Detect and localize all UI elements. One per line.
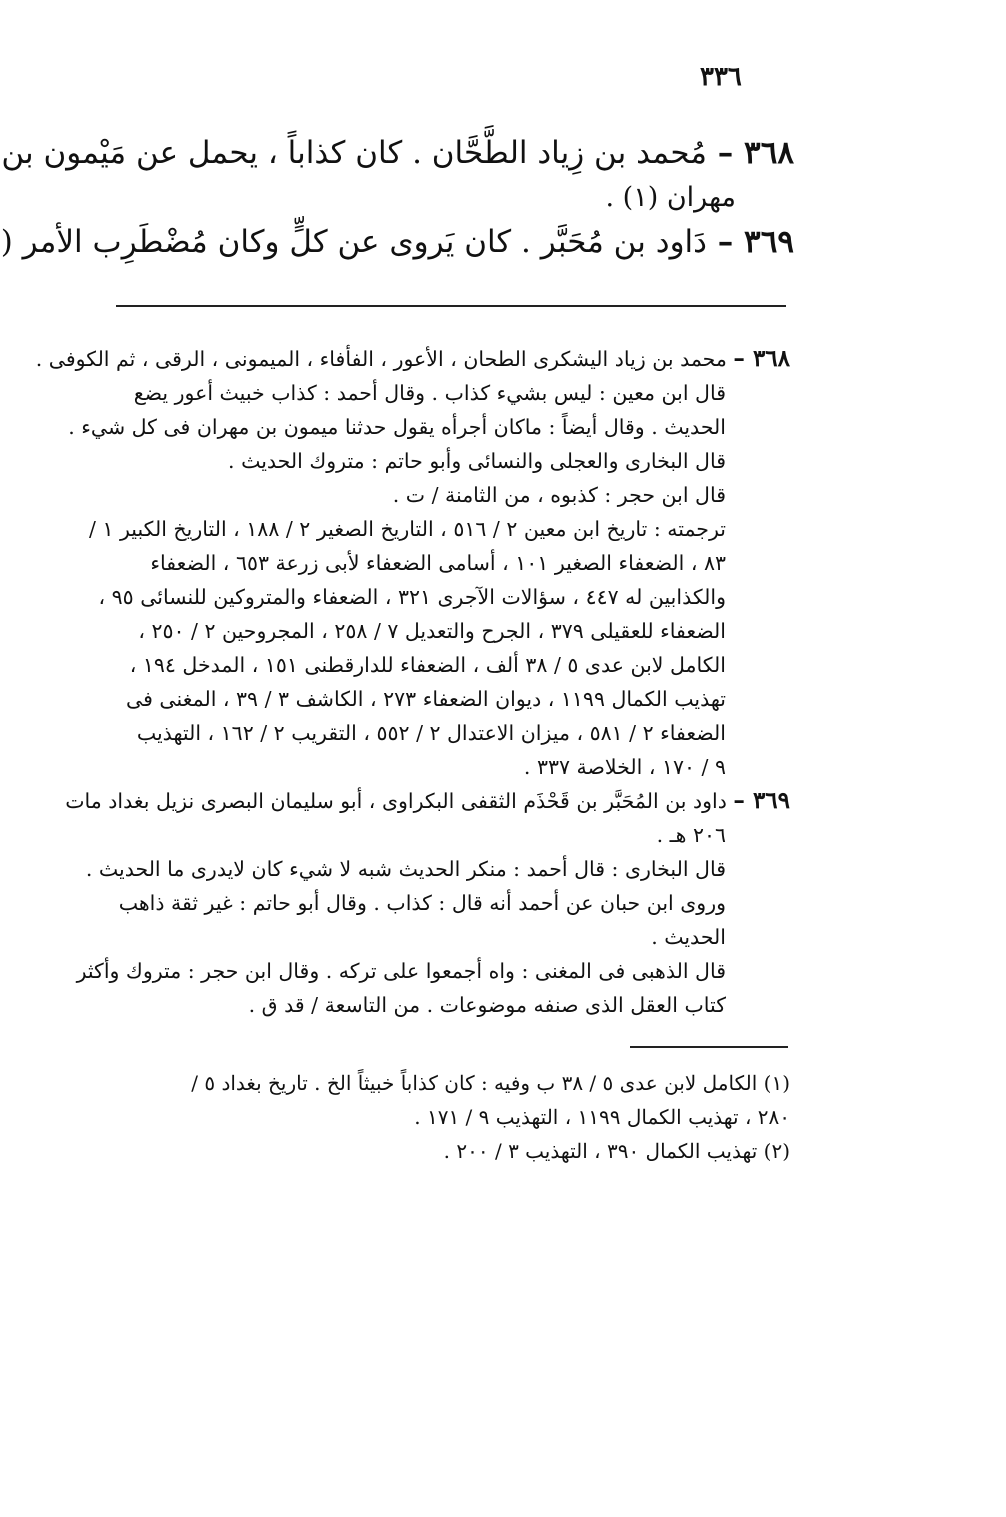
- note-368-line-4: قال البخارى والعجلى والنسائى وأبو حاتم : متروك الحديث .: [228, 449, 726, 473]
- note-368-line-12: الضعفاء ٢ / ٥٨١ ، ميزان الاعتدال ٢ / ٥٥٢ ، التقريب ٢ / ١٦٢ ، التهذيب: [136, 721, 726, 745]
- note-369-line-2: ٢٠٦ هـ .: [656, 823, 726, 847]
- note-369-line-5: الحديث .: [651, 925, 726, 949]
- separator-rule: [116, 305, 786, 307]
- note-369-line-6: قال الذهبى فى المغنى : واه أجمعوا على تركه . وقال ابن حجر : متروك وأكثر: [76, 959, 726, 983]
- note-368-line-8: والكذابين له ٤٤٧ ، سؤالات الآجرى ٣٢١ ، الضعفاء والمتروكين للنسائى ٩٥ ،: [98, 585, 726, 609]
- footnote-1-line-1: (١) الكامل لابن عدى ٥ / ٣٨ ب وفيه : كان كذاباً خبيثاً الخ . تاريخ بغداد ٥ /: [191, 1071, 790, 1095]
- entry-text: دَاود بن مُحَبَّر . كان يَروى عن كلٍّ وكان مُضْطَرِب الأمر (: [0, 224, 707, 260]
- main-entry-369-line-1: [0, 224, 794, 260]
- note-368-line-3: الحديث . وقال أيضاً : ماكان أجرأه يقول حدثنا ميمون بن مهران فى كل شيء .: [68, 415, 726, 439]
- note-368-line-2: قال ابن معين : ليس بشيء كذاب . وقال أحمد : كذاب خبيث أعور يضع: [133, 381, 726, 405]
- note-368-line-1: [36, 342, 790, 376]
- entry-text: مُحمد بن زِياد الطَّحَّان . كان كذاباً ، يحمل عن مَيْمون بن: [1, 135, 707, 171]
- entry-number: ٣٦٨ –: [733, 345, 790, 372]
- note-368-line-13: ٩ / ١٧٠ ، الخلاصة ٣٣٧ .: [523, 755, 726, 779]
- note-text: داود بن المُحَبَّر بن قَحْذَم الثقفى البكراوى ، أبو سليمان البصرى نزيل بغداد مات: [65, 789, 727, 813]
- main-entry-368-line-1: [1, 135, 794, 171]
- entry-number: ٣٦٨ –: [717, 135, 794, 171]
- footnote-rule: [630, 1046, 788, 1048]
- note-368-line-5: قال ابن حجر : كذبوه ، من الثامنة / ت .: [392, 483, 726, 507]
- note-368-line-10: الكامل لابن عدى ٥ / ٣٨ ألف ، الضعفاء للدارقطنى ١٥١ ، المدخل ١٩٤ ،: [129, 653, 726, 677]
- note-369-line-7: كتاب العقل الذى صنفه موضوعات . من التاسعة / قد ق .: [248, 993, 726, 1017]
- note-368-line-11: تهذيب الكمال ١١٩٩ ، ديوان الضعفاء ٢٧٣ ، الكاشف ٣ / ٣٩ ، المغنى فى: [126, 687, 726, 711]
- footnote-2: (٢) تهذيب الكمال ٣٩٠ ، التهذيب ٣ / ٢٠٠ .: [443, 1139, 790, 1163]
- entry-number: ٣٦٩ –: [717, 224, 794, 260]
- page-number: ٣٣٦: [700, 62, 742, 92]
- entry-number: ٣٦٩ –: [733, 787, 790, 814]
- footnote-1-line-2: ٢٨٠ ، تهذيب الكمال ١١٩٩ ، التهذيب ٩ / ١٧١ .: [414, 1105, 790, 1129]
- note-368-line-9: الضعفاء للعقيلى ٣٧٩ ، الجرح والتعديل ٧ / ٢٥٨ ، المجروحين ٢ / ٢٥٠ ،: [138, 619, 726, 643]
- note-369-line-4: وروى ابن حبان عن أحمد أنه قال : كذاب . وقال أبو حاتم : غير ثقة ذاهب: [118, 891, 726, 915]
- note-369-line-1: [65, 784, 790, 818]
- note-text: محمد بن زياد اليشكرى الطحان ، الأعور ، الفأفاء ، الميمونى ، الرقى ، ثم الكوفى .: [35, 347, 727, 371]
- main-entry-368-line-2: مهران (١) .: [605, 182, 736, 213]
- note-368-line-7: ٨٣ ، الضعفاء الصغير ١٠١ ، أسامى الضعفاء لأبى زرعة ٦٥٣ ، الضعفاء: [150, 551, 726, 575]
- note-368-line-6: ترجمته : تاريخ ابن معين ٢ / ٥١٦ ، التاريخ الصغير ٢ / ١٨٨ ، التاريخ الكبير ١ /: [89, 517, 726, 541]
- note-369-line-3: قال البخارى : قال أحمد : منكر الحديث شبه لا شيء كان لايدرى ما الحديث .: [85, 857, 726, 881]
